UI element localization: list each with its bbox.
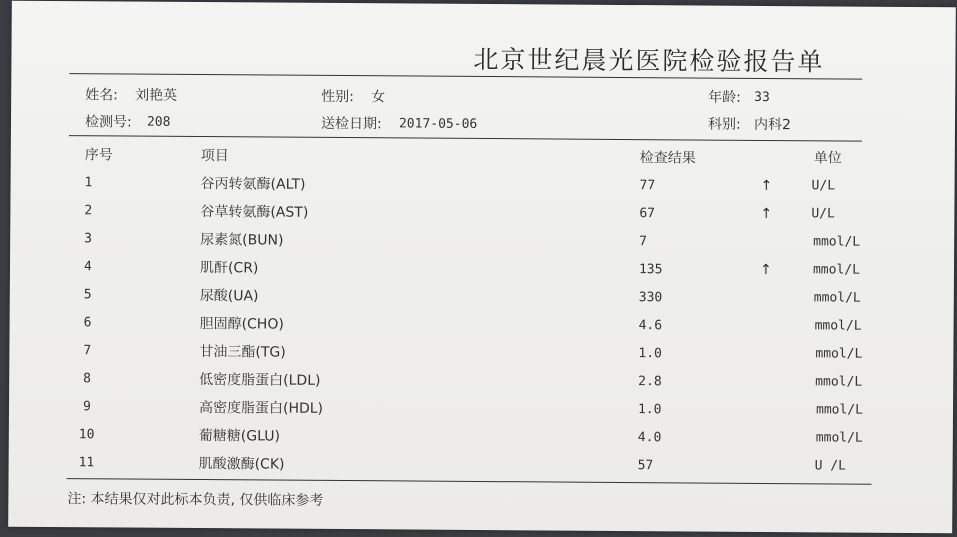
row-item: 尿酸(UA)	[199, 288, 259, 305]
row-result: 2.8	[638, 374, 662, 390]
row-seq: 3	[84, 231, 93, 247]
info-rule	[69, 135, 862, 142]
department: 内科2	[753, 116, 791, 134]
row-seq: 4	[83, 259, 92, 275]
row-seq: 6	[83, 315, 92, 331]
row-item: 甘油三酯(TG)	[199, 344, 286, 361]
row-item: 谷丙转氨酶(ALT)	[200, 176, 306, 193]
row-unit: mmol/L	[814, 318, 862, 334]
row-result: 7	[639, 234, 648, 250]
row-item: 胆固醇(CHO)	[199, 316, 284, 333]
row-result: 4.0	[637, 430, 662, 446]
row-result: 67	[639, 206, 656, 222]
row-seq: 8	[83, 371, 92, 387]
row-item: 低密度脂蛋白(LDL)	[199, 372, 321, 389]
row-unit: U/L	[811, 206, 835, 222]
row-item: 肌酸激酶(CK)	[198, 456, 285, 473]
row-seq: 5	[83, 287, 92, 303]
patient-name: 刘艳英	[135, 87, 178, 104]
header-seq: 序号	[84, 147, 113, 164]
date-label: 送检日期:	[320, 115, 382, 133]
row-result: 135	[638, 262, 663, 278]
patient-gender: 女	[371, 89, 386, 106]
row-item: 高密度脂蛋白(HDL)	[198, 400, 324, 417]
row-item: 谷草转氨酶(AST)	[200, 204, 309, 221]
report-paper	[8, 1, 956, 534]
submit-date: 2017-05-06	[398, 116, 478, 132]
row-unit: mmol/L	[813, 234, 861, 250]
row-seq: 7	[83, 343, 92, 359]
row-result: 1.0	[638, 346, 662, 362]
footer-note: 注: 本结果仅对此标本负责, 仅供临床参考	[67, 491, 324, 509]
row-seq: 1	[84, 175, 93, 191]
row-result: 1.0	[637, 402, 662, 418]
row-seq: 11	[78, 455, 95, 471]
row-unit: U /L	[814, 458, 846, 474]
header-unit: 单位	[813, 150, 842, 167]
high-flag-arrow: ↑	[760, 205, 773, 223]
row-seq: 9	[82, 399, 91, 415]
name-label: 姓名:	[85, 87, 118, 104]
row-result: 77	[639, 178, 656, 194]
row-result: 57	[637, 458, 654, 474]
patient-age: 33	[754, 89, 770, 106]
age-label: 年龄:	[708, 89, 741, 106]
row-item: 肌酐(CR)	[199, 260, 259, 277]
row-unit: mmol/L	[815, 402, 864, 418]
table-bottom-rule	[67, 478, 872, 485]
gender-label: 性别:	[321, 88, 354, 106]
row-unit: mmol/L	[815, 374, 863, 390]
row-unit: mmol/L	[812, 262, 861, 278]
high-flag-arrow: ↑	[760, 177, 773, 195]
test-number: 208	[146, 114, 171, 130]
row-result: 330	[638, 290, 663, 306]
row-unit: mmol/L	[813, 290, 861, 306]
header-item: 项目	[200, 148, 229, 165]
header-result: 检查结果	[639, 150, 696, 167]
row-seq: 2	[84, 203, 93, 219]
row-unit: U/L	[811, 178, 836, 194]
test-no-label: 检测号:	[84, 114, 132, 131]
row-item: 葡糖糖(GLU)	[198, 428, 280, 445]
row-item: 尿素氮(BUN)	[200, 232, 284, 249]
dept-label: 科别:	[707, 116, 741, 133]
row-unit: mmol/L	[815, 346, 863, 362]
row-result: 4.6	[638, 318, 663, 334]
row-unit: mmol/L	[815, 430, 863, 446]
report-title: 北京世纪晨光医院检验报告单	[473, 44, 825, 77]
high-flag-arrow: ↑	[759, 261, 772, 279]
row-seq: 10	[78, 427, 95, 443]
